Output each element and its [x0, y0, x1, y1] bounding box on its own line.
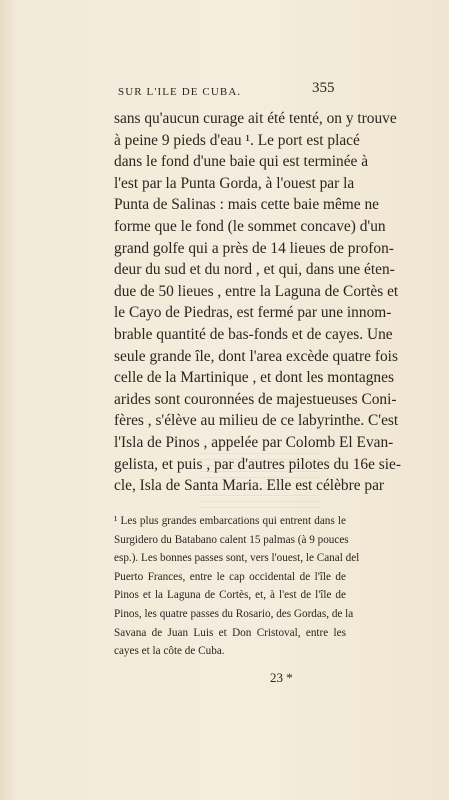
text-line: à peine 9 pieds d'eau ¹. Le port est placé: [114, 131, 360, 149]
footnote-line: Pinos, les quatre passes du Rosario, des Gordas, de la: [114, 607, 354, 620]
text-line: gelista, et puis , par d'autres pilotes du 16e sie-: [114, 455, 402, 473]
text-line: due de 50 lieues , entre la Laguna de Cortès et: [114, 282, 399, 300]
text-line: deur du sud et du nord , et qui, dans une éten-: [114, 261, 395, 279]
main-text: [114, 108, 402, 497]
running-head: SUR L'ILE DE CUBA.: [118, 86, 242, 98]
text-line: fères , s'élève au milieu de ce labyrinthe. C'est: [114, 412, 399, 430]
text-line: arides sont couronnées de majestueuses Coni-: [114, 390, 397, 408]
text-line: celle de la Martinique , et dont les montagnes: [114, 369, 394, 387]
text-line: sans qu'aucun curage ait été tenté, on y trouve: [114, 110, 397, 127]
footnote-line: Pinos et la Laguna de Cortès, et, à l'est de l'île de: [114, 589, 346, 602]
footnote-line: Puerto Frances, entre le cap occidental de l'île de: [114, 570, 346, 583]
footnote-line: Savana de Juan Luis et Don Cristoval, entre les: [114, 626, 346, 639]
text-line: le Cayo de Piedras, est fermé par une innom-: [114, 304, 392, 322]
text-line: Punta de Salinas : mais cette baie même ne: [114, 196, 379, 214]
text-line: dans le fond d'une baie qui est terminée à: [114, 153, 369, 171]
footnote-line: esp.). Les bonnes passes sont, vers l'ouest, le Canal del: [114, 552, 360, 565]
text-line: forme que le fond (le sommet concave) d'un: [114, 217, 386, 235]
footnotes: [114, 512, 360, 661]
text-line: l'Isla de Pinos , appelée par Colomb El Evan-: [114, 433, 394, 451]
text-line: cle, Isla de Santa Maria. Elle est célèbre par: [114, 477, 385, 495]
text-line: grand golfe qui a près de 14 lieues de profon-: [114, 239, 394, 257]
footnote-line: ¹ Les plus grandes embarcations qui entrent dans le: [114, 515, 346, 527]
page-number: 355: [312, 80, 335, 96]
text-line: l'est par la Punta Gorda, à l'ouest par la: [114, 174, 355, 192]
footnote-line: cayes et la côte de Cuba.: [114, 645, 225, 658]
signature-mark: 23 *: [270, 670, 293, 685]
text-line: seule grande île, dont l'area excède quatre fois: [114, 347, 398, 365]
footnote-line: Surgidero du Batabano calent 15 palmas (à 9 pouces: [114, 533, 349, 546]
text-line: brable quantité de bas-fonds et de cayes. Une: [114, 325, 393, 343]
